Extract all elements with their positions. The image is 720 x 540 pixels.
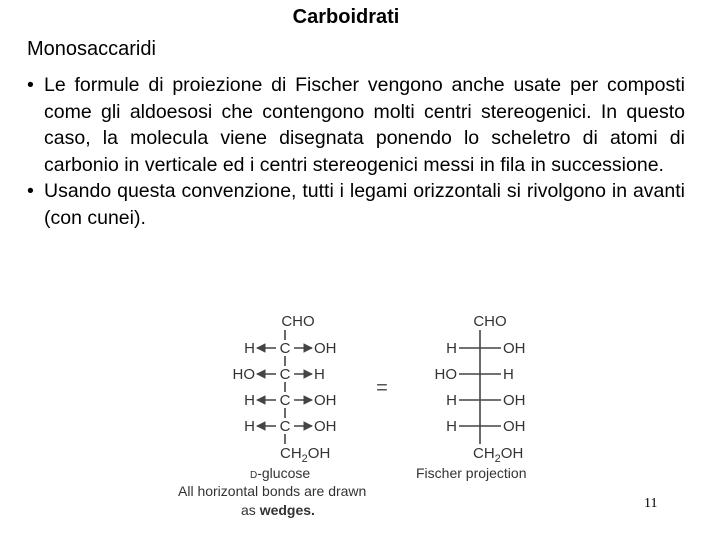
substituent-left: H (446, 392, 457, 409)
substituent-right: OH (503, 340, 526, 357)
substituent-right: H (503, 366, 514, 383)
substituent-right: OH (503, 392, 526, 409)
bottom-group-label: $CH_2OH$ (280, 445, 331, 465)
bullet-list (27, 72, 685, 231)
substituent-left: H (244, 340, 255, 357)
substituent-left: H (446, 418, 457, 435)
slide-subtitle: Monosaccaridi (27, 38, 156, 60)
substituent-left: HO (232, 366, 255, 383)
projection-caption: Fischer projection (416, 465, 527, 481)
molecule-caption: D-glucose (250, 465, 311, 481)
equals-sign: = (376, 377, 388, 399)
substituent-left: H (244, 392, 255, 409)
bottom-group-label: $CH_2OH$ (473, 445, 524, 465)
page-number: 11 (644, 496, 658, 511)
substituent-left: H (446, 340, 457, 357)
bullet-item: • Le formule di proiezione di Fischer vengono anche usate per composti come gli aldoesosi che contengono molti centri stereogenici. In questo caso, la molecula viene disegnata ponendo lo scheletro di atomi di carbonio in verticale ed i centri stereogenici messi in fila in successione. (27, 72, 685, 178)
substituent-right: OH (314, 418, 337, 435)
substituent-left: HO (434, 366, 457, 383)
carbon-atom: C (279, 392, 291, 409)
fischer-projection-structure (416, 313, 527, 481)
top-group-label: CHO (281, 313, 315, 330)
carbon-atom: C (279, 418, 291, 435)
substituent-left: H (244, 418, 255, 435)
carbon-atom: C (279, 366, 291, 383)
substituent-right: OH (314, 340, 337, 357)
substituent-right: OH (314, 392, 337, 409)
substituent-right: H (314, 366, 325, 383)
glucose-wedge-structure (233, 313, 337, 481)
note-line-1: All horizontal bonds are drawn (178, 483, 367, 499)
top-group-label: CHO (473, 313, 507, 330)
bullet-item: • Usando questa convenzione, tutti i legami orizzontali si rivolgono in avanti (con cunei). (27, 178, 685, 231)
note-line-2: as wedges. (241, 502, 315, 518)
carbon-atom: C (279, 340, 291, 357)
fischer-projection-figure (170, 302, 550, 524)
slide-title: Carboidrati (292, 6, 400, 28)
substituent-right: OH (503, 418, 526, 435)
